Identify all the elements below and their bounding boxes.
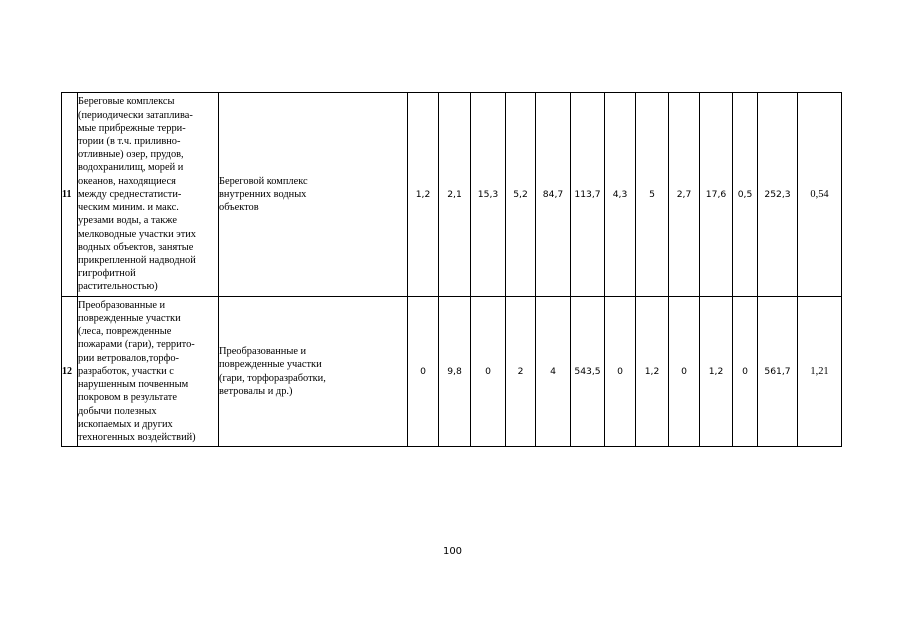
data-table	[61, 92, 842, 447]
complex-name-cell-line: покровом в результате	[78, 392, 177, 404]
complex-name-cell	[78, 297, 219, 447]
complex-name-cell-line: добычи полезных	[78, 405, 157, 417]
value-cell: 15,3	[471, 93, 506, 297]
complex-type-cell-line: объектов	[219, 202, 259, 214]
complex-name-cell-line: пожарами (гари), террито-	[78, 339, 195, 351]
complex-name-cell-line: гигрофитной	[78, 268, 136, 280]
complex-name-cell-line: Береговые комплексы	[78, 96, 175, 108]
value-cell: 84,7	[536, 93, 571, 297]
complex-name-cell-line: прикрепленной надводной	[78, 254, 196, 266]
value-cell: 2	[506, 297, 536, 447]
value-cell: 2,7	[669, 93, 700, 297]
coefficient-cell: 0,54	[798, 93, 842, 297]
complex-name-cell-line: водохранилищ, морей и	[78, 162, 184, 174]
page-number: 100	[442, 546, 463, 557]
complex-name-cell-line: мелководные участки этих	[78, 228, 197, 240]
complex-type-cell-line: ветровалы и др.)	[219, 385, 293, 397]
value-cell: 1,2	[700, 297, 733, 447]
value-cell: 561,7	[758, 297, 798, 447]
value-cell: 113,7	[571, 93, 605, 297]
value-cell: 4	[536, 297, 571, 447]
value-cell: 5	[636, 93, 669, 297]
value-cell: 1,2	[636, 297, 669, 447]
value-cell: 5,2	[506, 93, 536, 297]
complex-type-cell	[219, 297, 408, 447]
table-row	[62, 297, 842, 447]
complex-type-cell-line: внутренних водных	[219, 188, 307, 200]
complex-name-cell-line: ческим миним. и макс.	[78, 202, 179, 214]
complex-type-cell	[219, 93, 408, 297]
value-cell: 252,3	[758, 93, 798, 297]
complex-name-cell-line: разработок, участки с	[78, 365, 174, 377]
coefficient-cell: 1,21	[798, 297, 842, 447]
complex-name-cell-line: нарушенным почвенным	[78, 379, 189, 391]
complex-name-cell-line: мые прибрежные терри-	[78, 122, 186, 134]
value-cell: 0	[733, 297, 758, 447]
value-cell: 17,6	[700, 93, 733, 297]
value-cell: 9,8	[439, 297, 471, 447]
complex-type-cell-line: Береговой комплекс	[219, 175, 308, 187]
complex-name-cell-line: урезами воды, а также	[78, 215, 177, 227]
complex-name-cell-line: тории (в т.ч. приливно-	[78, 136, 181, 148]
complex-name-cell-line: Преобразованные и	[78, 299, 166, 311]
row-number: 12	[62, 297, 78, 447]
row-number: 11	[62, 93, 78, 297]
complex-name-cell	[78, 93, 219, 297]
value-cell: 4,3	[605, 93, 636, 297]
value-cell: 0	[669, 297, 700, 447]
complex-type-cell-line: поврежденные участки	[219, 359, 322, 371]
table-row	[62, 93, 842, 297]
complex-name-cell-line: ископаемых и других	[78, 418, 173, 430]
complex-type-cell-line: Преобразованные и	[219, 346, 307, 358]
complex-name-cell-line: растительностью)	[78, 281, 158, 293]
complex-name-cell-line: между среднестатисти-	[78, 188, 182, 200]
value-cell: 543,5	[571, 297, 605, 447]
complex-name-cell-line: техногенных воздействий)	[78, 431, 196, 443]
value-cell: 0	[408, 297, 439, 447]
complex-name-cell-line: отливные) озер, прудов,	[78, 149, 184, 161]
value-cell: 1,2	[408, 93, 439, 297]
value-cell: 2,1	[439, 93, 471, 297]
value-cell: 0	[471, 297, 506, 447]
complex-name-cell-line: водных объектов, занятые	[78, 241, 194, 253]
complex-name-cell-line: поврежденные участки	[78, 313, 181, 325]
complex-type-cell-line: (гари, торфоразработки,	[219, 372, 326, 384]
complex-name-cell-line: (леса, поврежденные	[78, 326, 172, 338]
complex-name-cell-line: (периодически затаплива-	[78, 109, 193, 121]
complex-name-cell-line: океанов, находящиеся	[78, 175, 176, 187]
value-cell: 0,5	[733, 93, 758, 297]
value-cell: 0	[605, 297, 636, 447]
complex-name-cell-line: рии ветровалов,торфо-	[78, 352, 179, 364]
